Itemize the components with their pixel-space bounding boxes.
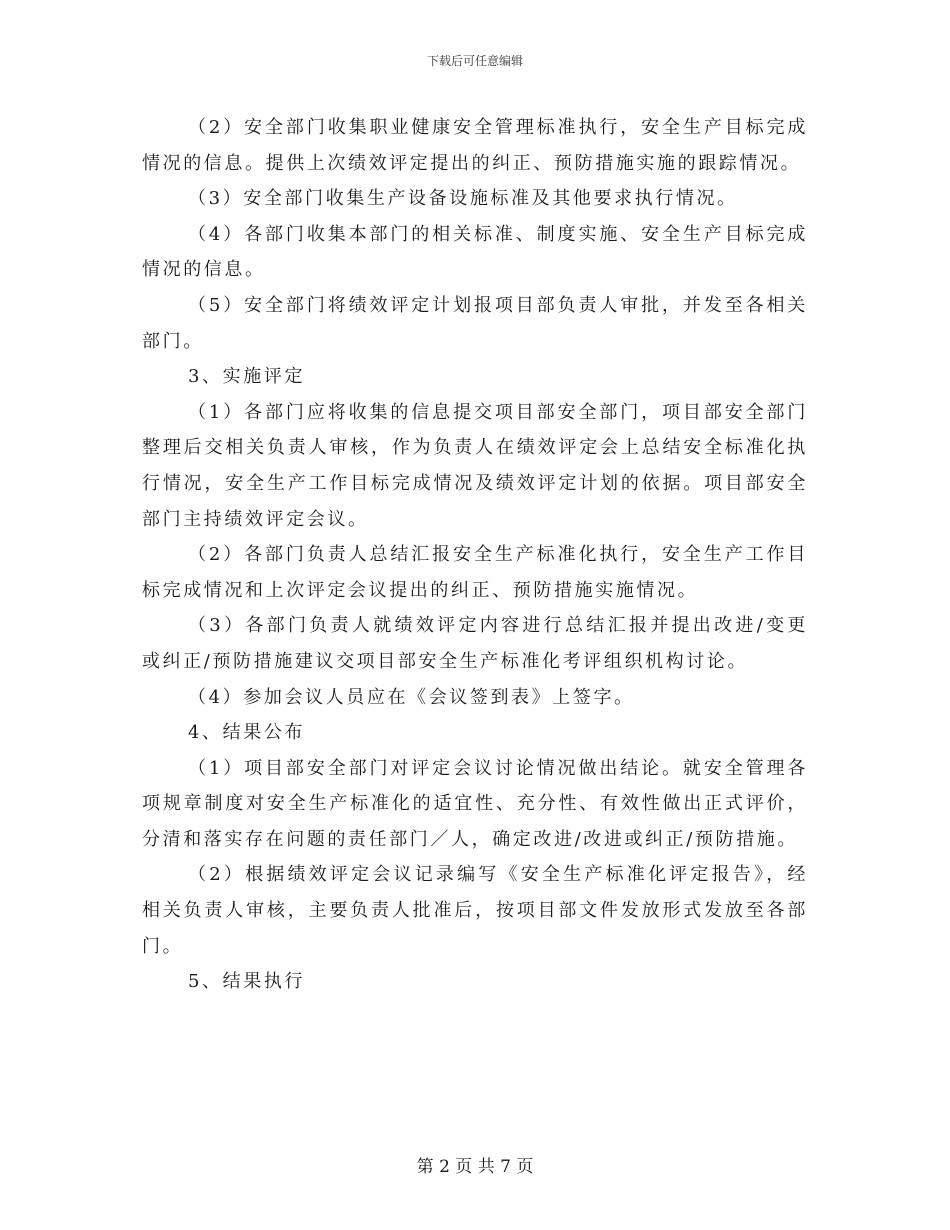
section-heading: 4、结果公布 [188, 722, 306, 744]
document-body [142, 110, 808, 1000]
paragraph: （4）各部门收集本部门的相关标准、制度实施、安全生产目标完成情况的信息。 [142, 223, 808, 281]
paragraph: （5）安全部门将绩效评定计划报项目部负责人审批，并发至各相关部门。 [142, 294, 808, 352]
section-heading: 3、实施评定 [188, 366, 306, 388]
paragraph: （2）根据绩效评定会议记录编写《安全生产标准化评定报告》，经相关负责人审核，主要负责人批准后，按项目部文件发放形式发放至各部门。 [142, 864, 808, 957]
paragraph: （1）项目部安全部门对评定会议讨论情况做出结论。就安全管理各项规章制度对安全生产标准化的适宜性、充分性、有效性做出正式评价，分清和落实存在问题的责任部门／人，确定改进/改进或纠正/预防措施。 [142, 757, 808, 850]
paragraph: （1）各部门应将收集的信息提交项目部安全部门，项目部安全部门整理后交相关负责人审核，作为负责人在绩效评定会上总结安全标准化执行情况，安全生产工作目标完成情况及绩效评定计划的依据。项目部安全部门主持绩效评定会议。 [142, 401, 808, 530]
paragraph: （4）参加会议人员应在《会议签到表》上签字。 [188, 686, 635, 708]
paragraph: （3）安全部门收集生产设备设施标准及其他要求执行情况。 [188, 188, 738, 210]
paragraph: （3）各部门负责人就绩效评定内容进行总结汇报并提出改进/变更或纠正/预防措施建议交项目部安全生产标准化考评组织机构讨论。 [142, 615, 808, 672]
page-footer: 第 2 页 共 7 页 [416, 1157, 534, 1177]
paragraph: （2）各部门负责人总结汇报安全生产标准化执行，安全生产工作目标完成情况和上次评定会议提出的纠正、预防措施实施情况。 [142, 544, 808, 601]
section-heading: 5、结果执行 [188, 971, 306, 993]
page-header: 下载后可任意编辑 [426, 54, 523, 68]
paragraph: （2）安全部门收集职业健康安全管理标准执行，安全生产目标完成情况的信息。提供上次绩效评定提出的纠正、预防措施实施的跟踪情况。 [142, 117, 808, 174]
